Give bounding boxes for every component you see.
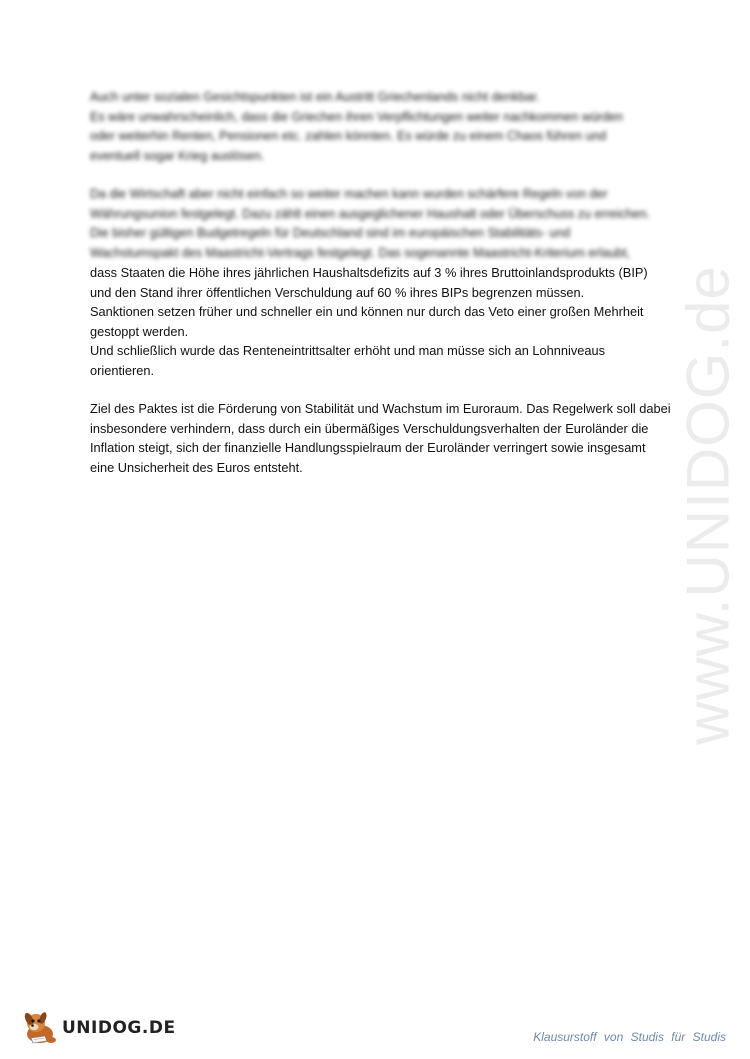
blurred-paragraph-2 xyxy=(90,185,650,263)
blurred-line: eventuell sogar Krieg auslösen. xyxy=(90,148,265,163)
footer-tagline: Klausurstoff von Studis für Studis xyxy=(533,1030,726,1044)
blurred-line: oder weiterhin Renten, Pensionen etc. zahlen könnten. Es würde zu einem Chaos führen und xyxy=(90,129,607,143)
blurred-line: Es wäre unwahrscheinlich, dass die Griechen ihren Verpflichtungen weiter nachkommen würden xyxy=(90,109,623,124)
paragraph-1 xyxy=(90,263,660,380)
blurred-line: Auch unter sozialen Gesichtspunkten ist ein Austritt Griechenlands nicht denkbar. xyxy=(90,90,540,104)
text-line: insbesondere verhindern, dass durch ein übermäßiges Verschuldungsverhalten der Euroländer die xyxy=(90,420,649,436)
text-line: dass Staaten die Höhe ihres jährlichen Haushaltsdefizits auf 3 % ihres Bruttoinlandsprodukts (BIP) xyxy=(90,265,648,280)
logo-text: UNIDOG.DE xyxy=(62,1018,176,1038)
blurred-line: Da die Wirtschaft aber nicht einfach so weiter machen kann wurden schärfere Regeln von der xyxy=(90,187,608,201)
blurred-line: Währungsunion festgelegt. Dazu zählt einen ausgeglichener Haushalt oder Überschuss zu erreichen. xyxy=(90,206,651,221)
dog-mascot-icon xyxy=(20,1010,60,1046)
text-line: Ziel des Paktes ist die Förderung von Stabilität und Wachstum im Euroraum. Das Regelwerk soll dabei xyxy=(90,401,671,416)
text-line: Und schließlich wurde das Renteneintrittsalter erhöht und man müsse sich an Lohnniveaus xyxy=(90,343,605,358)
blurred-line: Die bisher gültigen Budgetregeln für Deutschland sind im europäischen Stabilitäts- und xyxy=(90,226,571,240)
unidog-logo[interactable] xyxy=(20,1010,176,1046)
blurred-paragraph-1 xyxy=(90,88,650,166)
text-line: gestoppt werden. xyxy=(90,323,189,339)
paragraph-2 xyxy=(90,399,671,477)
blurred-line: Wachstumspakt des Maastricht-Vertrags festgelegt. Das sogenannte Maastricht-Kriterium erlaubt, xyxy=(90,245,631,260)
text-line: Sanktionen setzen früher und schneller ein und können nur durch das Veto einer großen Mehrheit xyxy=(90,304,644,319)
text-line: eine Unsicherheit des Euros entsteht. xyxy=(90,459,303,475)
text-line: orientieren. xyxy=(90,362,155,378)
text-line: und den Stand ihrer öffentlichen Verschuldung auf 60 % ihres BIPs begrenzen müssen. xyxy=(90,284,585,300)
watermark: www.UNIDOG.de xyxy=(674,265,742,745)
text-line: Inflation steigt, sich der finanzielle Handlungsspielraum der Euroländer verringert sowie insgesamt xyxy=(90,440,646,455)
